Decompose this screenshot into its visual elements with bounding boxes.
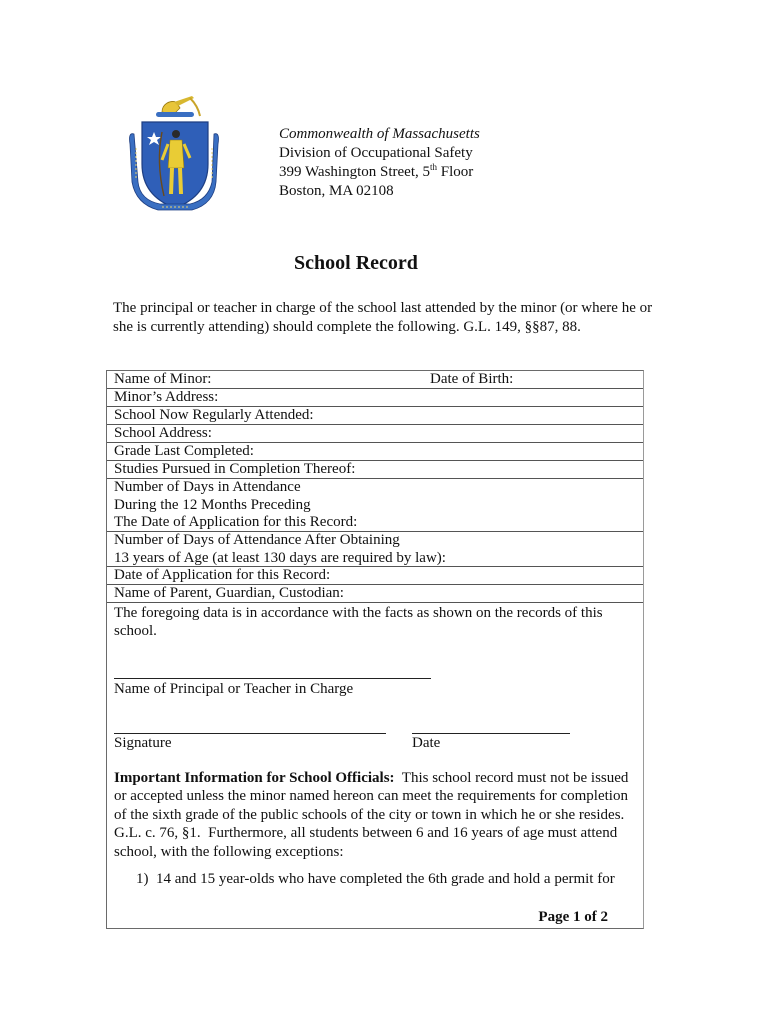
days-attendance-line: During the 12 Months Preceding — [114, 496, 311, 513]
days-after-13-line: 13 years of Age (at least 130 days are required by law): — [114, 549, 446, 566]
signature-label: Signature — [114, 735, 172, 751]
important-body: This school record must not be issued or accepted unless the minor named hereon can meet the requirements for completion of the sixth grade of the public schools of the city or town in which he or she resides. G.L. c. 76, §1. Furthermore, all students between 6 and 16 years of age must attend school, with the following exceptions: — [114, 770, 633, 860]
minors-address-label: Minor’s Address: — [114, 389, 219, 405]
important-heading: Important Information for School Officials: — [114, 770, 395, 786]
date-of-birth-label: Date of Birth: — [430, 371, 514, 387]
agency-street — [279, 163, 480, 182]
intro-paragraph: The principal or teacher in charge of the school last attended by the minor (or where he or she is currently attending) should complete the following. G.L. 149, §§87, 88. — [113, 300, 653, 335]
principal-name-line[interactable] — [114, 678, 431, 679]
days-attendance-line: The Date of Application for this Record: — [114, 514, 358, 530]
exception-item-1: 1) 14 and 15 year-olds who have completed the 6th grade and hold a permit for — [136, 871, 615, 887]
row-grade-last-completed[interactable] — [107, 443, 643, 461]
important-information — [114, 769, 639, 861]
street-text: 399 Washington Street, 5 — [279, 164, 431, 180]
principal-name-label: Name of Principal or Teacher in Charge — [114, 681, 354, 697]
row-days-attendance[interactable] — [107, 479, 643, 532]
row-minors-address[interactable] — [107, 389, 643, 407]
certification-statement: The foregoing data is in accordance with the facts as shown on the records of this school. — [114, 605, 603, 639]
agency-commonwealth: Commonwealth of Massachusetts — [279, 126, 480, 142]
date-line[interactable] — [412, 733, 570, 734]
row-date-of-application[interactable] — [107, 567, 643, 585]
row-parent-name[interactable] — [107, 585, 643, 603]
date-of-application-label: Date of Application for this Record: — [114, 567, 331, 583]
document-title: School Record — [294, 252, 418, 274]
signature-line[interactable] — [114, 733, 386, 734]
massachusetts-seal-icon — [118, 92, 230, 216]
row-school-attended[interactable] — [107, 407, 643, 425]
days-attendance-line: Number of Days in Attendance — [114, 479, 301, 495]
street-superscript: th — [430, 162, 438, 172]
row-studies-pursued[interactable] — [107, 461, 643, 479]
agency-division: Division of Occupational Safety — [279, 145, 473, 161]
days-after-13-line: Number of Days of Attendance After Obtaining — [114, 532, 400, 548]
page-number: Page 1 of 2 — [538, 909, 608, 925]
agency-city: Boston, MA 02108 — [279, 183, 394, 199]
street-floor: Floor — [437, 164, 474, 180]
school-attended-label: School Now Regularly Attended: — [114, 407, 314, 423]
date-label: Date — [412, 735, 441, 751]
parent-name-label: Name of Parent, Guardian, Custodian: — [114, 585, 344, 601]
school-record-form — [106, 370, 644, 929]
grade-last-completed-label: Grade Last Completed: — [114, 443, 254, 459]
agency-address-block — [279, 125, 480, 201]
studies-pursued-label: Studies Pursued in Completion Thereof: — [114, 461, 356, 477]
school-address-label: School Address: — [114, 425, 212, 441]
name-of-minor-label: Name of Minor: — [114, 371, 212, 387]
row-school-address[interactable] — [107, 425, 643, 443]
row-name-dob[interactable] — [107, 371, 643, 389]
row-days-after-13[interactable] — [107, 532, 643, 567]
certification-section — [107, 603, 643, 640]
